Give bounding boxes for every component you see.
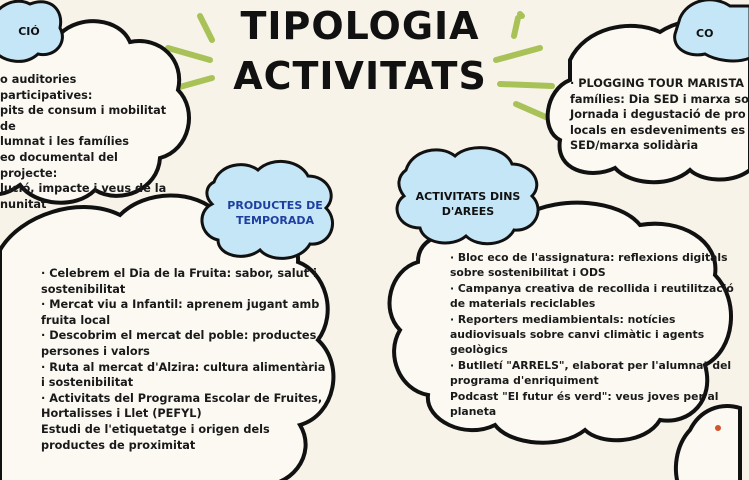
list-item: lumnat i les famílies [0, 135, 129, 149]
decorative-dot [715, 425, 721, 431]
list-item: SED/marxa solidària [570, 139, 699, 153]
list-item: · Butlletí "ARRELS", elaborat per l'alumnat del [450, 358, 732, 372]
title-line-1: TIPOLOGIA [240, 4, 480, 48]
list-item: · Bloc eco de l'assignatura: reflexions digitals [450, 251, 728, 264]
list-item: pits de consum i mobilitat de [0, 104, 167, 133]
list-item: persones i valors [41, 344, 150, 358]
list-item: nunitat [0, 197, 47, 211]
list-item: Podcast "El futur és verd": veus joves per al [450, 389, 719, 403]
list-item: sobre sostenibilitat i ODS [450, 266, 606, 280]
list-item: Estudi de l'etiquetatge i origen dels [41, 422, 270, 436]
list-item: lució, impacte i veus de la [0, 182, 167, 196]
tag-arees-line-2: D'AREES [441, 205, 495, 218]
cloud-arees-text [450, 250, 734, 419]
list-item: programa d'enriquiment [450, 374, 599, 388]
list-item: · Celebrem el Dia de la Fruita: sabor, salut i [41, 267, 317, 280]
list-item: · Reporters mediambientals: notícies [450, 312, 676, 326]
list-item: geològics [450, 343, 508, 357]
list-item: locals en esdeveniments es [570, 123, 746, 137]
tag-productes [220, 198, 330, 228]
tag-arees-line-1: ACTIVITATS DINS [415, 190, 521, 203]
tag-productes-line-1: PRODUCTES DE [227, 199, 323, 212]
list-item: sostenibilitat [41, 282, 126, 296]
list-item: eo documental del projecte: [0, 150, 118, 180]
list-item: · Campanya creativa de recollida i reutilització [450, 281, 734, 295]
list-item: · PLOGGING TOUR MARISTA [570, 77, 745, 90]
list-item: · Ruta al mercat d'Alzira: cultura alimentària [41, 360, 326, 374]
list-item: productes de proximitat [41, 438, 196, 452]
list-item: Jornada i degustació de pro [570, 108, 746, 122]
cloud-top-right-text [570, 76, 749, 154]
list-item: Hortalisses i Llet (PEFYL) [41, 407, 202, 421]
list-item: · Activitats del Programa Escolar de Fruites, [41, 391, 323, 405]
list-item: famílies: Dia SED i marxa so [570, 92, 749, 106]
cloud-productes-text [41, 266, 326, 453]
title-line-2: ACTIVITATS [233, 54, 487, 98]
list-item: audiovisuals sobre canvi climàtic i agents [450, 328, 705, 342]
list-item: i sostenibilitat [41, 376, 134, 390]
tag-arees [408, 189, 528, 219]
list-item: planeta [450, 405, 497, 419]
tag-top-left: CIÓ [18, 25, 40, 38]
list-item: fruita local [41, 313, 111, 327]
list-item: de materials reciclables [450, 297, 596, 311]
list-item: · Descobrim el mercat del poble: productes, [41, 329, 321, 343]
cloud-top-left-text [0, 72, 170, 212]
list-item: o auditories participatives: [0, 73, 93, 102]
tag-top-right: CO [696, 27, 714, 40]
list-item: · Mercat viu a Infantil: aprenem jugant amb [41, 298, 320, 312]
tag-productes-line-2: TEMPORADA [235, 214, 314, 227]
